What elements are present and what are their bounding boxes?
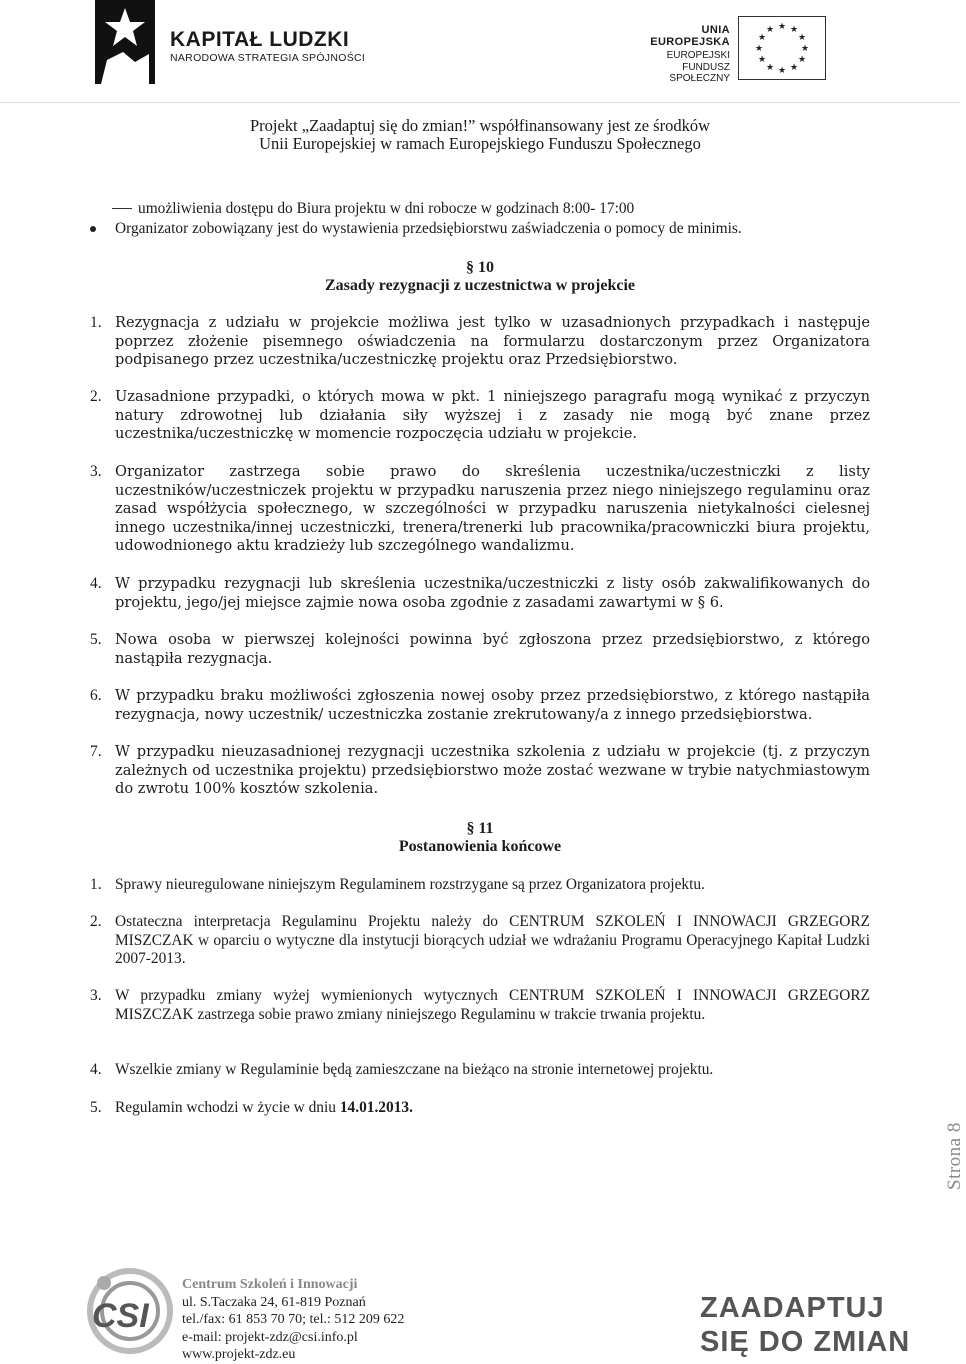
csi-logo-text: CSI — [92, 1297, 149, 1335]
kapital-ludzki-title: KAPITAŁ LUDZKI — [170, 28, 350, 51]
project-cofinancing-line-2: Unii Europejskiej w ramach Europejskiego Funduszu Społecznego — [259, 134, 701, 153]
svg-text:★: ★ — [765, 63, 775, 73]
svg-text:★: ★ — [765, 25, 775, 35]
s11-item-1-text: Sprawy nieuregulowane niniejszym Regulaminem rozstrzygane są przez Organizatora projektu. — [115, 876, 705, 893]
section-11-number: § 11 — [466, 820, 494, 837]
s11-item-3-text: W przypadku zmiany wyżej wymienionych wytycznych CENTRUM SZKOLEŃ I INNOWACJI GRZEGORZ MISZCZAK zastrzega sobie prawo zmiany niniejszego Regulaminu w trakcie trwania projektu. — [115, 987, 870, 1023]
svg-text:★: ★ — [777, 22, 787, 32]
svg-text:★: ★ — [797, 33, 807, 43]
svg-text:★: ★ — [777, 66, 787, 76]
s11-item-1-number: 1. — [90, 876, 102, 893]
s11-item-2-number: 2. — [90, 913, 102, 930]
s10-item-4-number: 4. — [90, 575, 102, 592]
svg-text:★: ★ — [800, 44, 810, 54]
eu-label — [620, 24, 730, 84]
s10-item-6-number: 6. — [90, 687, 102, 704]
eu-line-1: UNIA EUROPEJSKA — [650, 24, 730, 48]
project-cofinancing-line-1: Projekt „Zaadaptuj się do zmian!” współfinansowany jest ze środków — [249, 116, 711, 135]
section-10-title: Zasady rezygnacji z uczestnictwa w projekcie — [324, 277, 635, 294]
csi-logo — [78, 1265, 178, 1357]
svg-text:★: ★ — [757, 33, 767, 43]
footer-email[interactable]: e-mail: projekt-zdz@csi.info.pl — [182, 1329, 358, 1345]
dash-item-text: umożliwienia dostępu do Biura projektu w dni robocze w godzinach 8:00- 17:00 — [138, 200, 635, 217]
s11-item-4-number: 4. — [90, 1061, 102, 1078]
s10-item-2-number: 2. — [90, 388, 102, 405]
section-11-title: Postanowienia końcowe — [398, 838, 562, 855]
s10-item-4-text: W przypadku rezygnacji lub skreślenia uczestnika/uczestniczki z listy osób zakwalifikowanych do projektu, jego/jej miejsce zajmie nowa osoba zgodnie z zasadami zawartymi w § 6. — [115, 575, 870, 611]
eu-line-2: EUROPEJSKI — [666, 50, 730, 61]
s10-item-6-text: W przypadku braku możliwości zgłoszenia nowej osoby przez przedsiębiorstwo, z którego nastąpiła rezygnacja, nowy uczestnik/ uczestniczka zostanie zrekrutowany/a z innego przedsiębiorstwa. — [115, 687, 870, 723]
s11-item-5-prefix: Regulamin wchodzi w życie w dniu — [115, 1099, 340, 1116]
eu-flag-icon — [738, 16, 826, 80]
s11-item-5-number: 5. — [90, 1099, 102, 1116]
s11-item-5-text — [115, 1099, 870, 1118]
s11-item-4-text: Wszelkie zmiany w Regulaminie będą zamieszczane na bieżąco na stronie internetowej projektu. — [115, 1061, 714, 1078]
s10-item-1-text: Rezygnacja z udziału w projekcie możliwa jest tylko w uzasadnionych przypadkach i następuje poprzez złożenie pisemnego oświadczenia na formularzu dostarczonym przez Organizatora podpisanego przez uczestnika/uczestniczkę projektu oraz Przedsiębiorstwo. — [115, 314, 870, 368]
effective-date: 14.01.2013. — [339, 1099, 413, 1116]
s10-item-3-text: Organizator zastrzega sobie prawo do skreślenia uczestnika/uczestniczki z listy uczestników/uczestniczek projektu w przypadku naruszenia przez niego niniejszego regulaminu oraz zasad współżycia społecznego, w szczególności w przypadku naruszenia nietykalności cielesnej innego uczestnika/innej uczestniczki, trenera/trenerki lub pracownika/pracowniczki biura projektu, udowodnionego aktu kradzieży lub szczególnego wandalizmu. — [115, 463, 870, 554]
svg-text:★: ★ — [754, 44, 764, 54]
svg-text:★: ★ — [797, 55, 807, 65]
zaadaptuj-logo-line-1: ZAADAPTUJ — [700, 1292, 885, 1324]
dash-marker — [112, 208, 132, 209]
s10-item-2-text: Uzasadnione przypadki, o których mowa w pkt. 1 niniejszego paragrafu mogą wynikać z przyczyn natury zdrowotnej lub działania siły wyższej i z zasady nie mogą być znane przez uczestnika/uczestniczkę w momencie rozpoczęcia udziału w projekcie. — [115, 388, 870, 442]
footer-address: ul. S.Taczaka 24, 61-819 Poznań — [182, 1294, 366, 1310]
s11-item-3-number: 3. — [90, 987, 102, 1004]
footer-company: Centrum Szkoleń i Innowacji — [182, 1277, 358, 1292]
bullet-item-text: Organizator zobowiązany jest do wystawienia przedsiębiorstwu zaświadczenia o pomocy de minimis. — [115, 220, 742, 237]
page-number-label: Strona 8 — [944, 1122, 965, 1190]
s10-item-7-number: 7. — [90, 743, 102, 760]
svg-text:★: ★ — [757, 55, 767, 65]
footer-phone: tel./fax: 61 853 70 70; tel.: 512 209 622 — [182, 1312, 405, 1327]
s10-item-1-number: 1. — [90, 314, 102, 331]
s11-item-2-text: Ostateczna interpretacja Regulaminu Projektu należy do CENTRUM SZKOLEŃ I INNOWACJI GRZEGORZ MISZCZAK w oparciu o wytyczne dla instytucji biorących udział we wdrażaniu Programu Operacyjnego Kapitał Ludzki 2007-2013. — [115, 913, 870, 967]
bullet-marker — [90, 226, 96, 232]
svg-text:★: ★ — [789, 63, 799, 73]
footer-contact — [182, 1276, 404, 1364]
eu-line-3: FUNDUSZ SPOŁECZNY — [669, 62, 730, 84]
header-divider — [0, 102, 960, 103]
footer-website[interactable]: www.projekt-zdz.eu — [182, 1347, 296, 1362]
s10-item-7-text: W przypadku nieuzasadnionej rezygnacji uczestnika szkolenia z udziału w projekcie (tj. z przyczyn zależnych od uczestnika projektu) przedsiębiorstwo może zostać wezwane w trybie natychmiastowym do zwrotu 100% kosztów szkolenia. — [115, 743, 870, 797]
s10-item-3-number: 3. — [90, 463, 102, 480]
svg-text:★: ★ — [789, 25, 799, 35]
section-10-number: § 10 — [466, 259, 494, 276]
kapital-ludzki-subtitle: NARODOWA STRATEGIA SPÓJNOŚCI — [170, 52, 366, 64]
s10-item-5-text: Nowa osoba w pierwszej kolejności powinna być zgłoszona przez przedsiębiorstwo, z którego nastąpiła rezygnacja. — [115, 631, 870, 667]
s10-item-5-number: 5. — [90, 631, 102, 648]
zaadaptuj-logo-line-2: SIĘ DO ZMIAN — [700, 1326, 911, 1358]
page-header — [0, 0, 960, 160]
kapital-ludzki-star-logo — [95, 0, 155, 84]
